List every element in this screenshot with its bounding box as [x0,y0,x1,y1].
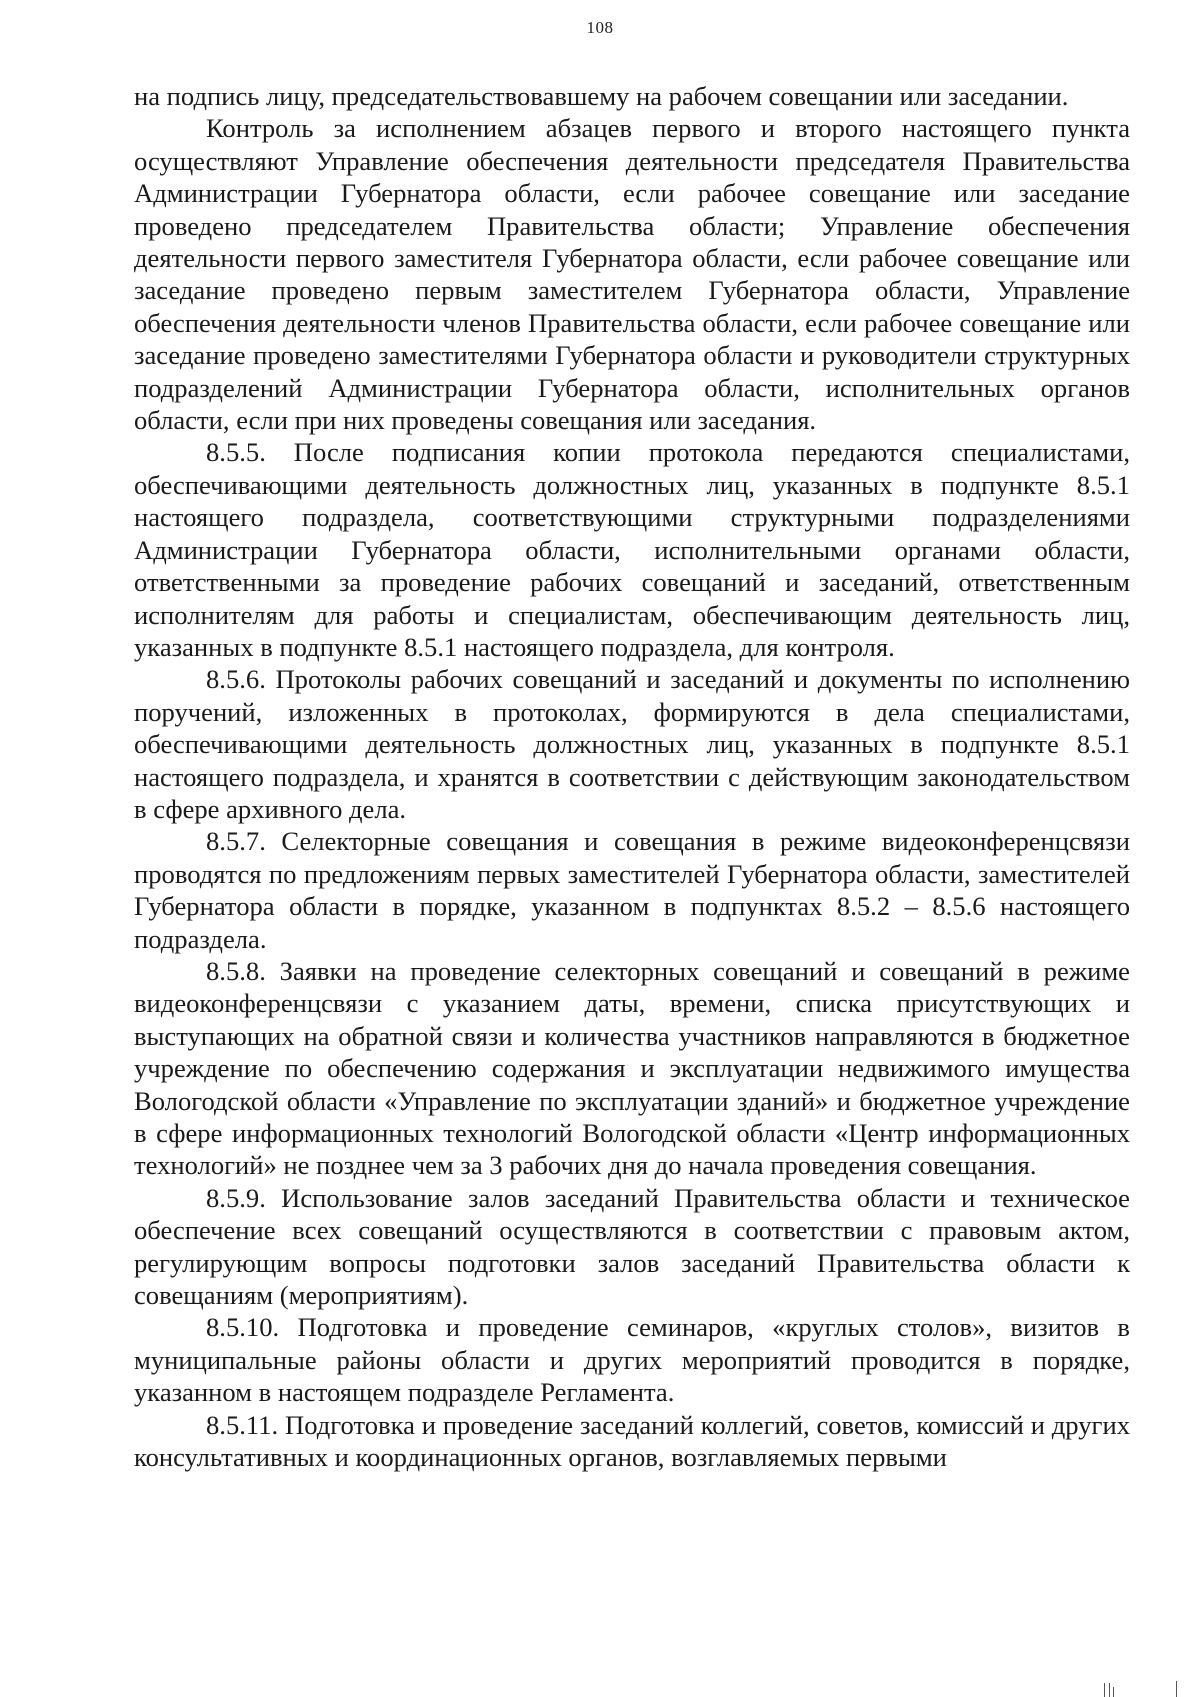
paragraph-8-5-5: 8.5.5. После подписания копии протокола передаются специалистами, обеспечивающими деятельность должностных лиц, указанных в подпункте 8.5.1 настоящего подраздела, соответствующими структурными подразделениями Администрации Губернатора области, исполнительными органами области, ответственными за проведение рабочих совещаний и заседаний, ответственным исполнителям для работы и специалистам, обеспечивающим деятельность лиц, указанных в подпункте 8.5.1 настоящего подраздела, для контроля. [134,437,1130,662]
paragraph-8-5-10: 8.5.10. Подготовка и проведение семинаров, «круглых столов», визитов в муниципальные районы области и других мероприятий проводится в порядке, указанном в настоящем подразделе Регламента. [134,1312,1130,1408]
document-body [134,80,1130,1473]
page-number: 108 [586,18,614,37]
paragraph-8-5-6: 8.5.6. Протоколы рабочих совещаний и заседаний и документы по исполнению поручений, изложенных в протоколах, формируются в дела специалистами, обеспечивающими деятельность должностных лиц, указанных в подпункте 8.5.1 настоящего подраздела, и хранятся в соответствии с действующим законодательством в сфере архивного дела. [134,664,1130,824]
paragraph-control: Контроль за исполнением абзацев первого и второго настоящего пункта осуществляют Управление обеспечения деятельности председателя Правительства Администрации Губернатора области, если рабочее совещание или заседание проведено председателем Правительства области; Управление обеспечения деятельности первого заместителя Губернатора области, если рабочее совещание или заседание проведено первым заместителем Губернатора области, Управление обеспечения деятельности членов Правительства области, если рабочее совещание или заседание проведено заместителями Губернатора области и руководители структурных подразделений Администрации Губернатора области, исполнительных органов области, если при них проведены совещания или заседания. [134,113,1130,436]
paragraph-8-5-11: 8.5.11. Подготовка и проведение заседаний коллегий, советов, комиссий и других консультативных и координационных органов, возглавляемых первыми [134,1409,1130,1473]
paragraph-8-5-9: 8.5.9. Использование залов заседаний Правительства области и техническое обеспечение всех совещаний осуществляются в соответствии с правовым актом, регулирующим вопросы подготовки залов заседаний Правительства области к совещаниям (мероприятиям). [134,1182,1130,1311]
paragraph-continuation: на подпись лицу, председательствовавшему на рабочем совещании или заседании. [134,81,1069,111]
paragraph-8-5-8: 8.5.8. Заявки на проведение селекторных совещаний и совещаний в режиме видеоконференцсвязи с указанием даты, времени, списка присутствующих и выступающих на обратной связи и количества участников направляются в бюджетное учреждение по обеспечению содержания и эксплуатации недвижимого имущества Вологодской области «Управление по эксплуатации зданий» и бюджетное учреждение в сфере информационных технологий Вологодской области «Центр информационных технологий» не позднее чем за 3 рабочих дня до начала проведения совещания. [134,955,1130,1181]
paragraph-8-5-7: 8.5.7. Селекторные совещания и совещания в режиме видеоконференцсвязи проводятся по предложениям первых заместителей Губернатора области, заместителей Губернатора области в порядке, указанном в подпунктах 8.5.2 – 8.5.6 настоящего подраздела. [134,826,1130,954]
scan-edge-marks [1104,1672,1184,1697]
